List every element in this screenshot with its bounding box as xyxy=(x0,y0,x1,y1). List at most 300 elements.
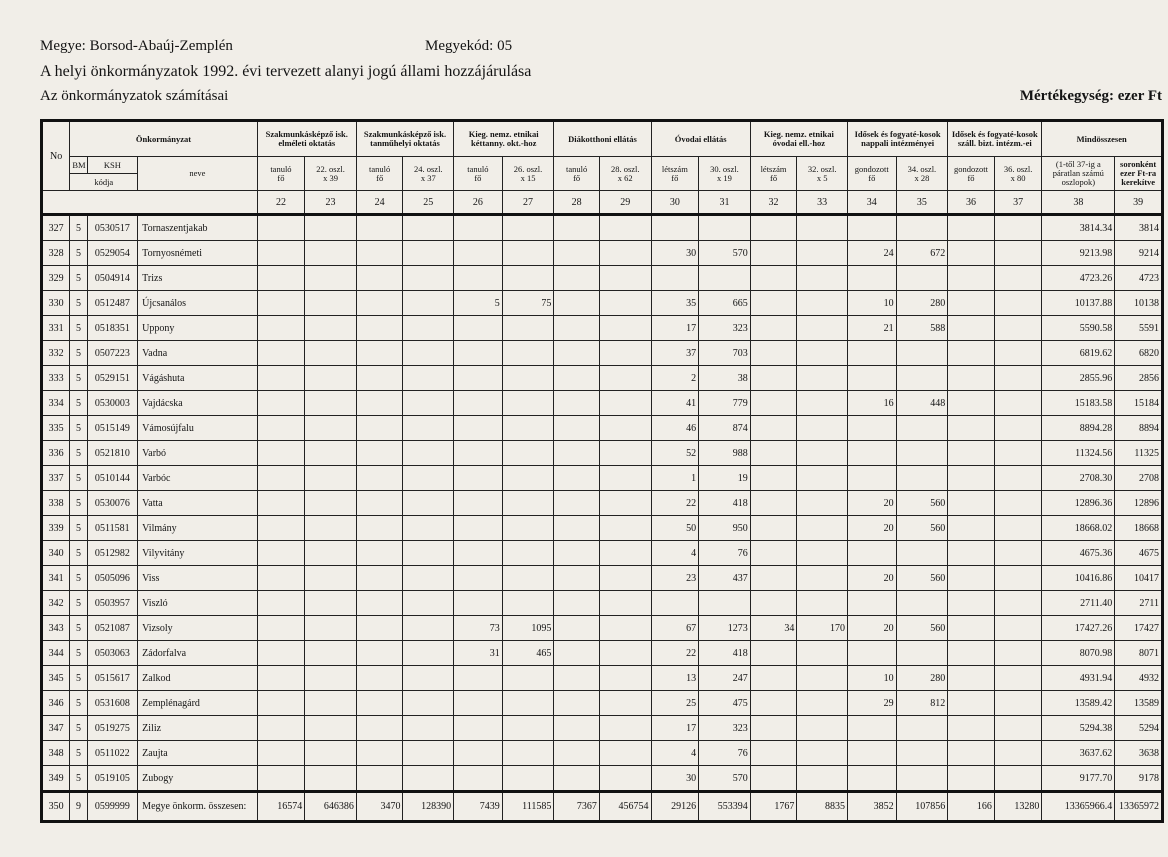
table-cell xyxy=(554,641,600,666)
table-cell xyxy=(797,591,848,616)
table-cell xyxy=(948,215,995,241)
table-cell: 331 xyxy=(42,316,70,341)
table-cell: 8070.98 xyxy=(1042,641,1115,666)
municipality-name-cell: Vizsoly xyxy=(138,616,257,641)
table-cell xyxy=(403,341,454,366)
table-cell xyxy=(948,666,995,691)
table-cell xyxy=(403,641,454,666)
table-cell xyxy=(454,691,503,716)
table-cell xyxy=(305,266,357,291)
table-cell xyxy=(454,316,503,341)
table-cell xyxy=(847,741,896,766)
table-cell: 13589 xyxy=(1115,691,1163,716)
table-cell: 5294 xyxy=(1115,716,1163,741)
table-row xyxy=(42,416,1163,441)
table-cell xyxy=(847,416,896,441)
table-cell: 2711.40 xyxy=(1042,591,1115,616)
col-kodja-header: kódja xyxy=(70,174,138,191)
table-cell xyxy=(257,266,305,291)
table-cell xyxy=(599,316,651,341)
table-cell xyxy=(994,766,1042,792)
table-cell xyxy=(750,666,797,691)
table-cell xyxy=(948,241,995,266)
table-cell xyxy=(305,741,357,766)
sub-header: gondozott fő xyxy=(948,157,995,191)
table-cell xyxy=(599,215,651,241)
table-cell xyxy=(847,466,896,491)
table-cell: 3637.62 xyxy=(1042,741,1115,766)
table-cell: 328 xyxy=(42,241,70,266)
table-cell: 342 xyxy=(42,591,70,616)
table-cell xyxy=(750,291,797,316)
table-cell xyxy=(948,441,995,466)
table-cell xyxy=(750,466,797,491)
table-cell xyxy=(454,391,503,416)
table-cell xyxy=(896,441,948,466)
table-cell xyxy=(356,441,403,466)
table-cell: 0530517 xyxy=(87,215,138,241)
table-cell xyxy=(750,516,797,541)
table-cell xyxy=(896,466,948,491)
table-cell: 5 xyxy=(70,691,87,716)
table-cell: 0529151 xyxy=(87,366,138,391)
table-cell xyxy=(356,516,403,541)
table-cell xyxy=(305,516,357,541)
municipality-name-cell: Viszló xyxy=(138,591,257,616)
municipality-name-cell: Ziliz xyxy=(138,716,257,741)
total-cell: 8835 xyxy=(797,792,848,822)
table-cell xyxy=(403,241,454,266)
table-cell xyxy=(554,516,600,541)
table-cell: 37 xyxy=(651,341,699,366)
table-cell xyxy=(454,266,503,291)
table-cell xyxy=(948,266,995,291)
table-cell: 8071 xyxy=(1115,641,1163,666)
table-cell: 1095 xyxy=(502,616,554,641)
table-cell xyxy=(403,616,454,641)
table-row xyxy=(42,466,1163,491)
table-cell: 17 xyxy=(651,716,699,741)
col-number: 38 xyxy=(1042,191,1115,215)
group-header: Kieg. nemz. etnikai óvodai ell.-hoz xyxy=(750,121,847,157)
table-cell: 5 xyxy=(70,466,87,491)
table-cell xyxy=(257,691,305,716)
table-row xyxy=(42,641,1163,666)
table-cell: 30 xyxy=(651,766,699,792)
table-cell xyxy=(356,341,403,366)
table-cell xyxy=(948,416,995,441)
table-cell xyxy=(797,716,848,741)
table-cell: 5 xyxy=(70,766,87,792)
table-cell: 2 xyxy=(651,366,699,391)
table-cell: 418 xyxy=(699,641,751,666)
table-cell: 5 xyxy=(70,215,87,241)
table-cell: 5 xyxy=(70,416,87,441)
table-cell xyxy=(847,366,896,391)
table-cell: 5 xyxy=(70,591,87,616)
blank-number-cell xyxy=(42,191,258,215)
table-cell xyxy=(847,591,896,616)
total-cell: 646386 xyxy=(305,792,357,822)
table-cell: 6820 xyxy=(1115,341,1163,366)
municipality-name-cell: Vadna xyxy=(138,341,257,366)
table-cell xyxy=(554,341,600,366)
table-cell: 5 xyxy=(70,566,87,591)
table-cell xyxy=(994,441,1042,466)
table-cell xyxy=(356,716,403,741)
table-cell: 4932 xyxy=(1115,666,1163,691)
total-cell: 350 xyxy=(42,792,70,822)
table-cell xyxy=(502,241,554,266)
table-cell: 0505096 xyxy=(87,566,138,591)
table-cell: 5590.58 xyxy=(1042,316,1115,341)
table-cell xyxy=(257,716,305,741)
table-cell: 345 xyxy=(42,666,70,691)
table-cell: 18668.02 xyxy=(1042,516,1115,541)
table-cell xyxy=(305,491,357,516)
table-cell xyxy=(305,666,357,691)
col-number: 31 xyxy=(699,191,751,215)
table-cell: 0507223 xyxy=(87,341,138,366)
total-cell: 29126 xyxy=(651,792,699,822)
sub-header: soronként ezer Ft-ra kerekítve xyxy=(1115,157,1163,191)
county-label: Megye: Borsod-Abaúj-Zemplén xyxy=(40,38,233,54)
table-cell xyxy=(454,566,503,591)
table-cell: 5 xyxy=(70,716,87,741)
table-cell: 20 xyxy=(847,516,896,541)
table-cell xyxy=(502,215,554,241)
table-cell: 5 xyxy=(70,616,87,641)
table-cell: 0503063 xyxy=(87,641,138,666)
municipality-name-cell: Varbóc xyxy=(138,466,257,491)
table-cell: 0521087 xyxy=(87,616,138,641)
col-number: 35 xyxy=(896,191,948,215)
contribution-table xyxy=(40,119,1164,823)
table-cell xyxy=(356,766,403,792)
table-cell: 11325 xyxy=(1115,441,1163,466)
table-cell xyxy=(750,341,797,366)
table-cell: 20 xyxy=(847,491,896,516)
table-cell: 812 xyxy=(896,691,948,716)
table-cell xyxy=(356,416,403,441)
table-cell: 329 xyxy=(42,266,70,291)
table-cell: 5 xyxy=(454,291,503,316)
municipality-name-cell: Zádorfalva xyxy=(138,641,257,666)
table-cell xyxy=(403,591,454,616)
table-row xyxy=(42,716,1163,741)
table-cell: 10 xyxy=(847,291,896,316)
table-cell xyxy=(502,266,554,291)
table-cell xyxy=(896,541,948,566)
total-cell: 9 xyxy=(70,792,87,822)
table-cell xyxy=(305,215,357,241)
table-cell: 0511581 xyxy=(87,516,138,541)
table-cell xyxy=(356,316,403,341)
table-cell xyxy=(948,616,995,641)
table-cell xyxy=(403,366,454,391)
col-onkormanyzat-header: Önkormányzat xyxy=(70,121,257,157)
table-cell xyxy=(554,691,600,716)
table-cell xyxy=(847,716,896,741)
table-cell xyxy=(257,366,305,391)
table-cell: 4 xyxy=(651,541,699,566)
table-cell: 76 xyxy=(699,741,751,766)
table-cell xyxy=(502,541,554,566)
table-cell xyxy=(403,741,454,766)
table-cell xyxy=(454,241,503,266)
table-cell xyxy=(994,316,1042,341)
table-cell: 560 xyxy=(896,491,948,516)
table-cell xyxy=(257,591,305,616)
table-cell xyxy=(948,316,995,341)
table-cell: 20 xyxy=(847,566,896,591)
table-cell xyxy=(750,441,797,466)
col-number: 25 xyxy=(403,191,454,215)
table-cell: 335 xyxy=(42,416,70,441)
table-cell xyxy=(750,391,797,416)
table-cell xyxy=(554,391,600,416)
table-cell: 950 xyxy=(699,516,751,541)
table-cell xyxy=(305,291,357,316)
table-row xyxy=(42,391,1163,416)
table-cell xyxy=(599,466,651,491)
table-cell xyxy=(699,215,751,241)
table-cell xyxy=(356,541,403,566)
table-cell xyxy=(257,341,305,366)
table-cell: 437 xyxy=(699,566,751,591)
table-cell xyxy=(454,441,503,466)
col-number: 29 xyxy=(599,191,651,215)
table-cell: 348 xyxy=(42,741,70,766)
table-cell xyxy=(502,316,554,341)
table-cell: 75 xyxy=(502,291,554,316)
table-row xyxy=(42,366,1163,391)
table-cell: 0503957 xyxy=(87,591,138,616)
page-subtitle: Az önkormányzatok számításai xyxy=(40,88,229,104)
table-cell: 0521810 xyxy=(87,441,138,466)
table-cell xyxy=(948,341,995,366)
table-cell xyxy=(305,441,357,466)
group-header: Óvodai ellátás xyxy=(651,121,750,157)
table-cell xyxy=(305,391,357,416)
table-cell: 2708 xyxy=(1115,466,1163,491)
table-cell: 10138 xyxy=(1115,291,1163,316)
table-cell xyxy=(554,241,600,266)
table-cell xyxy=(403,391,454,416)
table-cell xyxy=(257,441,305,466)
municipality-name-cell: Vilyvitány xyxy=(138,541,257,566)
table-cell: 988 xyxy=(699,441,751,466)
table-cell: 0512487 xyxy=(87,291,138,316)
table-cell xyxy=(554,491,600,516)
table-cell xyxy=(994,591,1042,616)
table-cell xyxy=(554,266,600,291)
table-cell: 5 xyxy=(70,391,87,416)
table-cell: 3814.34 xyxy=(1042,215,1115,241)
table-cell xyxy=(994,541,1042,566)
table-cell: 5 xyxy=(70,291,87,316)
table-cell: 5 xyxy=(70,491,87,516)
table-cell xyxy=(797,741,848,766)
table-cell: 5 xyxy=(70,666,87,691)
table-cell xyxy=(994,666,1042,691)
table-cell: 19 xyxy=(699,466,751,491)
table-cell xyxy=(356,466,403,491)
table-cell: 17427.26 xyxy=(1042,616,1115,641)
table-row xyxy=(42,291,1163,316)
col-ksh-header: KSH xyxy=(87,157,138,174)
table-cell xyxy=(454,416,503,441)
table-cell xyxy=(403,766,454,792)
sub-header: 34. oszl. x 28 xyxy=(896,157,948,191)
sub-header: 26. oszl. x 15 xyxy=(502,157,554,191)
table-cell xyxy=(750,416,797,441)
table-cell xyxy=(356,741,403,766)
table-cell xyxy=(994,566,1042,591)
col-number: 36 xyxy=(948,191,995,215)
table-cell xyxy=(502,691,554,716)
table-cell xyxy=(257,391,305,416)
table-cell xyxy=(994,516,1042,541)
table-cell: 588 xyxy=(896,316,948,341)
total-cell: 128390 xyxy=(403,792,454,822)
table-cell xyxy=(750,691,797,716)
table-cell xyxy=(305,416,357,441)
table-cell xyxy=(948,391,995,416)
table-cell xyxy=(356,666,403,691)
table-row xyxy=(42,566,1163,591)
table-cell xyxy=(403,491,454,516)
table-cell xyxy=(797,566,848,591)
sub-header: tanuló fő xyxy=(356,157,403,191)
table-cell xyxy=(257,316,305,341)
table-cell: 2708.30 xyxy=(1042,466,1115,491)
table-cell: 22 xyxy=(651,491,699,516)
table-cell xyxy=(750,366,797,391)
table-cell: 5 xyxy=(70,366,87,391)
county-code-label: Megyekód: 05 xyxy=(425,38,513,54)
table-cell xyxy=(257,541,305,566)
table-cell xyxy=(554,291,600,316)
table-cell xyxy=(502,466,554,491)
table-cell: 10416.86 xyxy=(1042,566,1115,591)
table-cell: 0518351 xyxy=(87,316,138,341)
total-cell: 107856 xyxy=(896,792,948,822)
col-number: 22 xyxy=(257,191,305,215)
table-cell xyxy=(554,616,600,641)
table-cell: 560 xyxy=(896,516,948,541)
municipality-name-cell: Újcsanálos xyxy=(138,291,257,316)
table-cell xyxy=(454,215,503,241)
table-cell: 5 xyxy=(70,516,87,541)
table-cell xyxy=(554,591,600,616)
total-cell: 111585 xyxy=(502,792,554,822)
table-cell xyxy=(502,741,554,766)
table-cell xyxy=(896,341,948,366)
table-cell xyxy=(403,666,454,691)
table-cell xyxy=(847,266,896,291)
table-cell: 24 xyxy=(847,241,896,266)
table-cell xyxy=(994,215,1042,241)
table-cell: 50 xyxy=(651,516,699,541)
table-cell xyxy=(454,716,503,741)
table-cell xyxy=(797,541,848,566)
table-cell xyxy=(797,691,848,716)
table-cell: 560 xyxy=(896,566,948,591)
table-cell xyxy=(994,266,1042,291)
table-cell: 0510144 xyxy=(87,466,138,491)
table-cell xyxy=(896,266,948,291)
table-cell xyxy=(305,641,357,666)
table-cell xyxy=(356,241,403,266)
table-row xyxy=(42,316,1163,341)
table-cell xyxy=(305,316,357,341)
table-cell xyxy=(750,541,797,566)
table-cell xyxy=(797,666,848,691)
table-cell: 34 xyxy=(750,616,797,641)
table-cell: 0512982 xyxy=(87,541,138,566)
table-cell: 4675.36 xyxy=(1042,541,1115,566)
table-cell: 1 xyxy=(651,466,699,491)
sub-header: 36. oszl. x 80 xyxy=(994,157,1042,191)
table-cell xyxy=(750,266,797,291)
table-cell: 22 xyxy=(651,641,699,666)
table-cell xyxy=(750,566,797,591)
table-cell: 16 xyxy=(847,391,896,416)
table-cell: 0531608 xyxy=(87,691,138,716)
table-cell: 2711 xyxy=(1115,591,1163,616)
table-cell xyxy=(847,641,896,666)
table-cell: 346 xyxy=(42,691,70,716)
table-row xyxy=(42,215,1163,241)
group-header: Idősek és fogyaté-kosok nappali intézményei xyxy=(847,121,947,157)
table-cell xyxy=(257,741,305,766)
table-cell xyxy=(599,616,651,641)
table-cell xyxy=(454,466,503,491)
table-row xyxy=(42,666,1163,691)
table-cell xyxy=(554,215,600,241)
table-cell xyxy=(257,516,305,541)
table-cell: 9177.70 xyxy=(1042,766,1115,792)
table-cell xyxy=(257,241,305,266)
table-cell xyxy=(502,766,554,792)
table-cell xyxy=(257,616,305,641)
table-cell: 475 xyxy=(699,691,751,716)
municipality-name-cell: Tornyosnémeti xyxy=(138,241,257,266)
table-cell xyxy=(651,215,699,241)
group-header: Szakmunkásképző isk. tanműhelyi oktatás xyxy=(356,121,453,157)
table-cell xyxy=(797,466,848,491)
table-cell: 29 xyxy=(847,691,896,716)
table-cell xyxy=(454,516,503,541)
table-cell: 0529054 xyxy=(87,241,138,266)
table-cell xyxy=(797,316,848,341)
col-number: 26 xyxy=(454,191,503,215)
table-cell: 35 xyxy=(651,291,699,316)
table-cell: 327 xyxy=(42,215,70,241)
table-row xyxy=(42,741,1163,766)
table-cell: 336 xyxy=(42,441,70,466)
table-cell xyxy=(257,466,305,491)
table-cell xyxy=(502,366,554,391)
table-cell: 6819.62 xyxy=(1042,341,1115,366)
table-cell xyxy=(356,641,403,666)
table-cell xyxy=(896,366,948,391)
table-cell: 1273 xyxy=(699,616,751,641)
table-cell xyxy=(257,215,305,241)
table-cell xyxy=(896,215,948,241)
table-cell xyxy=(699,266,751,291)
